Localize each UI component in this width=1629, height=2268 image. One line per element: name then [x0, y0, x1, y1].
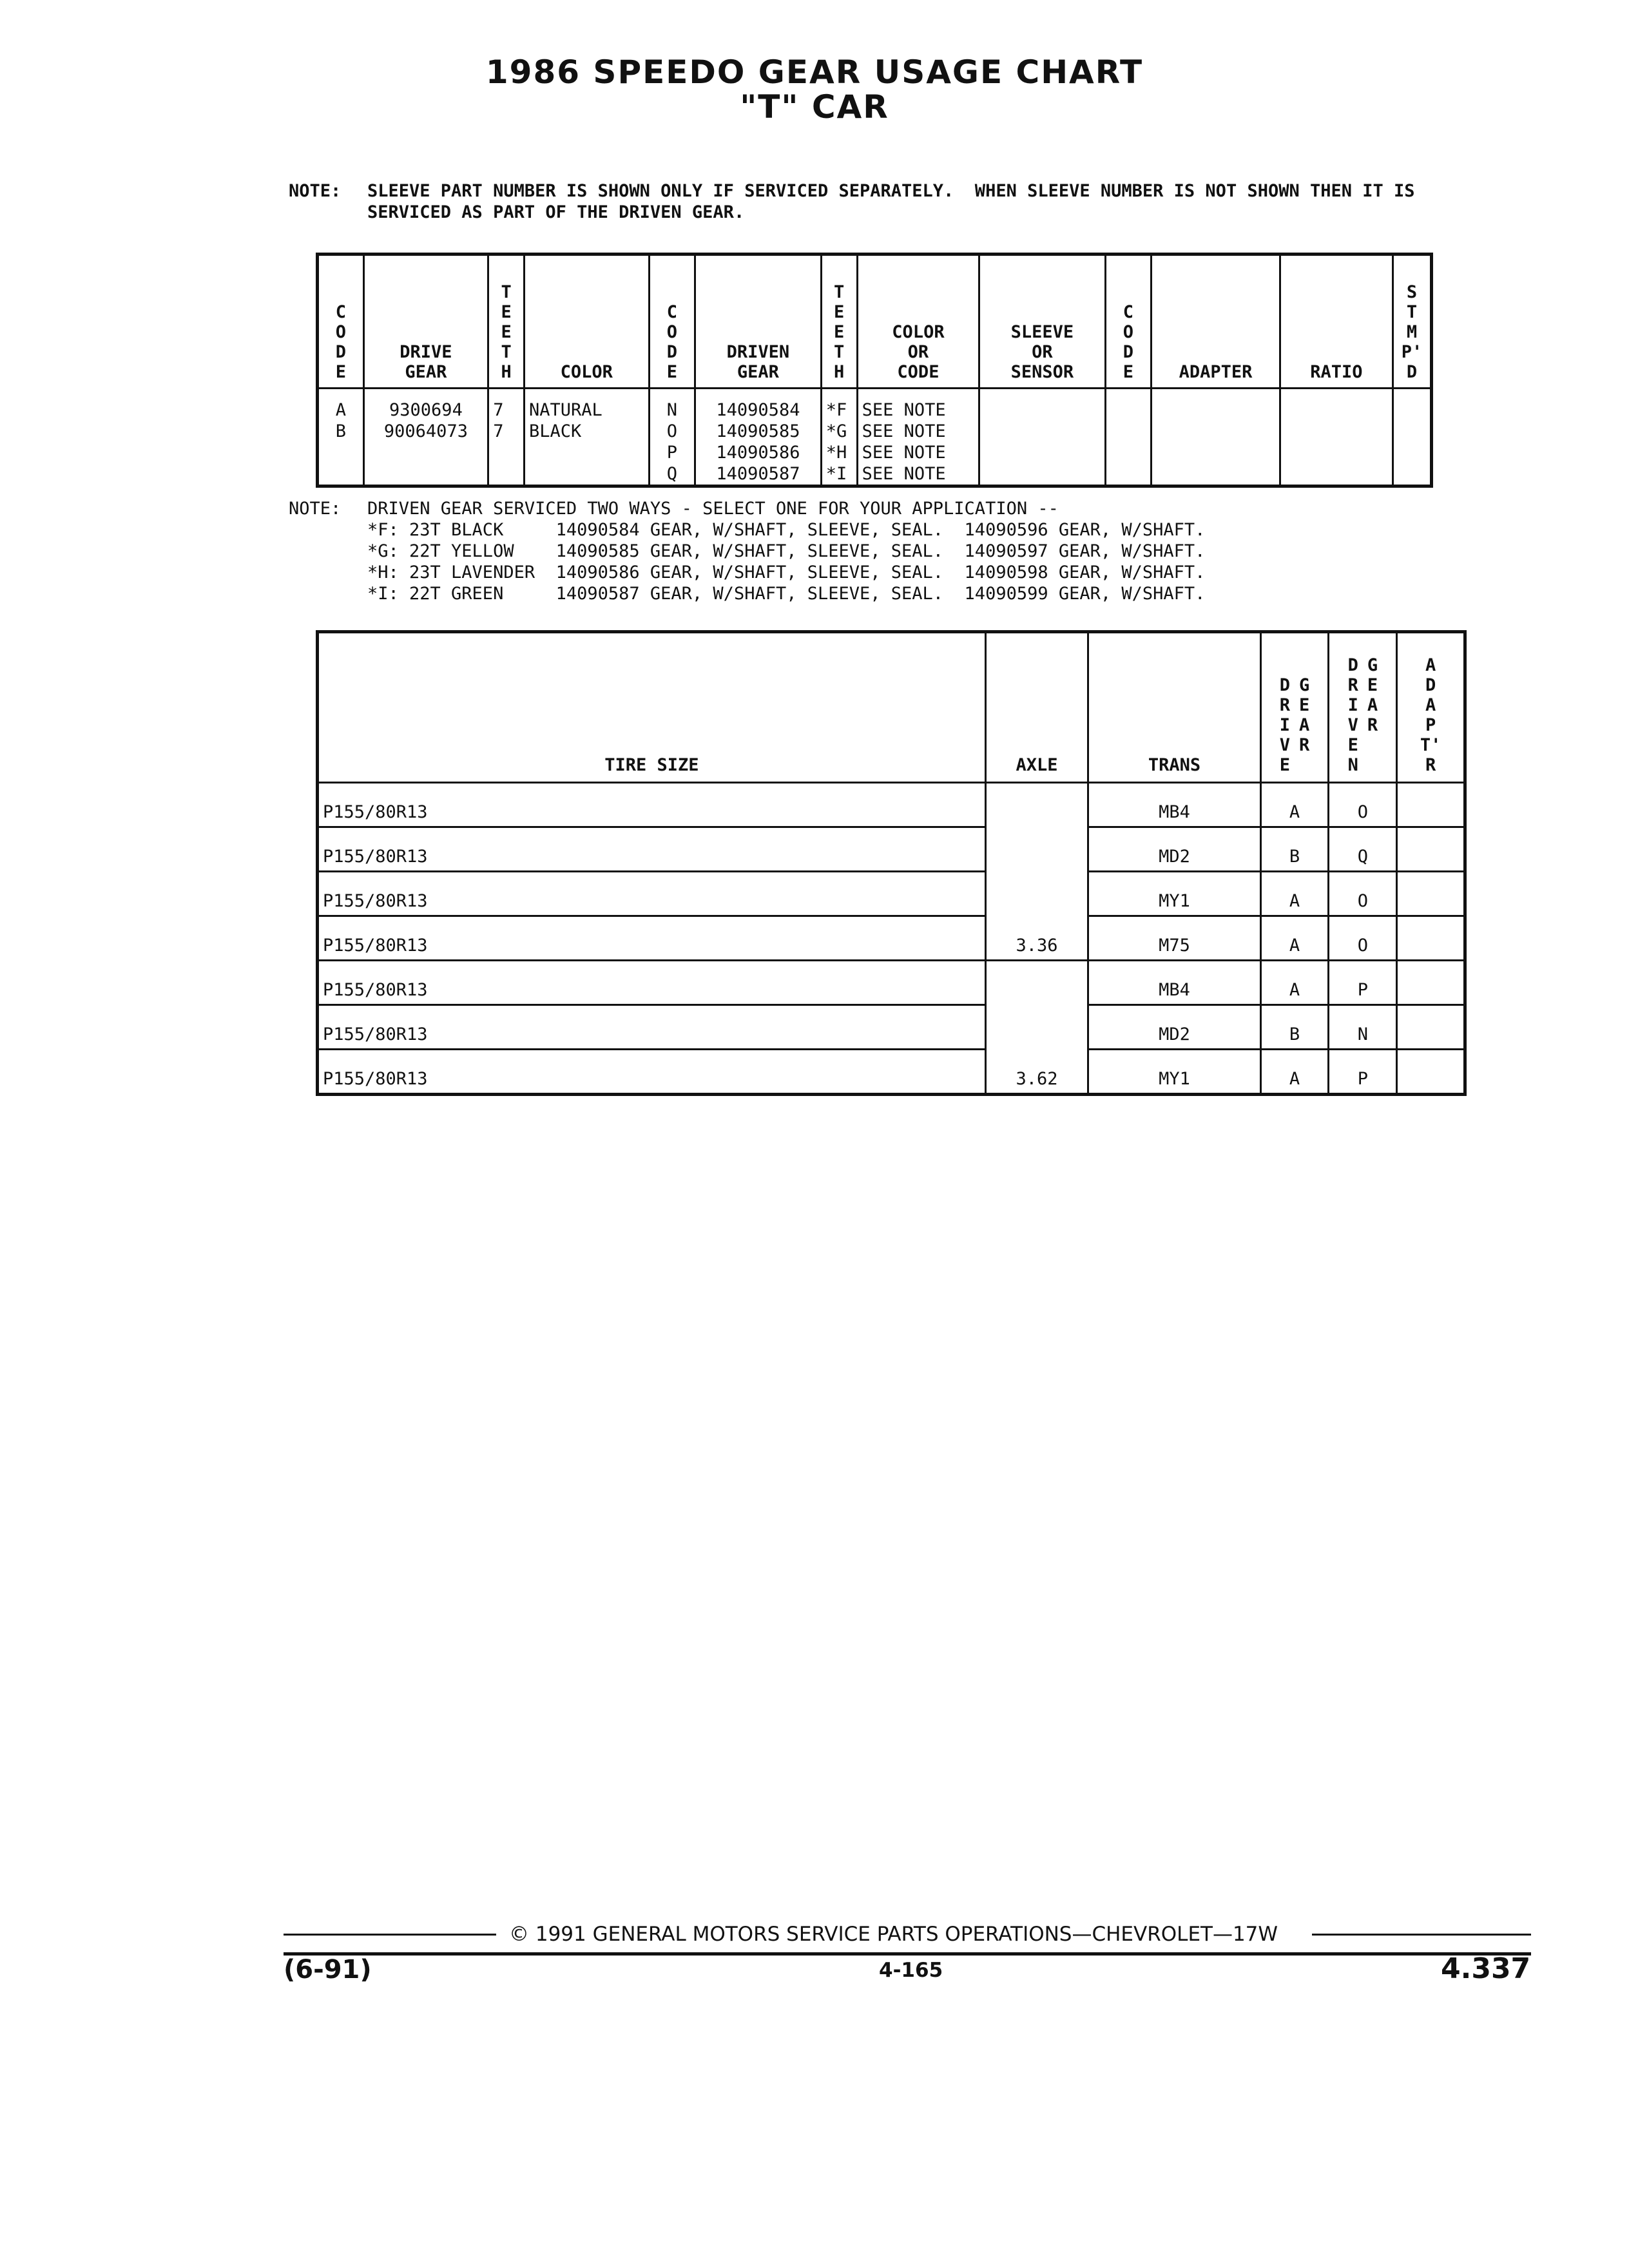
- cell-trans: MD2: [1088, 1005, 1260, 1050]
- header-letter: G: [1367, 655, 1378, 675]
- header-letter: H: [834, 362, 845, 382]
- cell-driven-gear: 14090584 14090585 14090586 14090587: [695, 389, 822, 486]
- header-letter: R: [1367, 715, 1378, 735]
- header-letter: V: [1347, 715, 1358, 735]
- header-letter: M: [1406, 322, 1418, 342]
- cell-tire-size: P155/80R13: [318, 827, 986, 872]
- cell-drive-gear-code: B: [1260, 1005, 1329, 1050]
- footer-rule-left: [284, 1934, 496, 1936]
- header-letter: E: [1347, 735, 1358, 755]
- header-letter: P': [1401, 342, 1423, 362]
- header-letter: A: [1367, 695, 1378, 715]
- header-drive-gear-code: [1260, 632, 1329, 783]
- header-letter: R: [1425, 755, 1436, 775]
- header-letter: P: [1425, 715, 1436, 735]
- cell-driven-gear-code: P: [1329, 961, 1397, 1005]
- cell-drive-gear-code: A: [1260, 916, 1329, 961]
- cell-drive-gear-code: B: [1260, 827, 1329, 872]
- page-title: 1986 SPEEDO GEAR USAGE CHART: [485, 53, 1144, 91]
- header-letter: G: [1299, 675, 1310, 695]
- header-letter: ADAPTER: [1179, 362, 1253, 382]
- cell-code-sleeve: [1105, 389, 1152, 486]
- cell-drive-gear-code: A: [1260, 783, 1329, 827]
- header-letter: E: [1299, 695, 1310, 715]
- cell-adaptr: [1397, 1050, 1465, 1095]
- cell-adaptr: [1397, 916, 1465, 961]
- header-letter: C: [1123, 302, 1134, 322]
- cell-tire-size: P155/80R13: [318, 916, 986, 961]
- header-letter: D: [1123, 342, 1134, 362]
- header-letter: H: [501, 362, 512, 382]
- speedo-gear-table: [316, 253, 1433, 488]
- cell-driven-gear-code: O: [1329, 783, 1397, 827]
- header-letter: D: [666, 342, 677, 362]
- header-letter: A: [1425, 695, 1436, 715]
- header-letter: A: [1299, 715, 1310, 735]
- header-color-or-code: [857, 255, 979, 389]
- footer-rule-bottom: [284, 1952, 1531, 1956]
- tire-table-row: [318, 916, 1465, 961]
- header-letter: OR: [1032, 342, 1053, 362]
- cell-axle: 3.62: [985, 1050, 1088, 1095]
- header-letter: E: [1367, 675, 1378, 695]
- note1-label: NOTE:: [289, 181, 342, 201]
- cell-teeth-drive: 7 7: [488, 389, 525, 486]
- header-code-sleeve: [1105, 255, 1152, 389]
- note1-line1: SLEEVE PART NUMBER IS SHOWN ONLY IF SERVICED SEPARATELY. WHEN SLEEVE NUMBER IS NOT SHOWN THEN IT IS: [367, 181, 1415, 201]
- header-color: [525, 255, 650, 389]
- header-letter: E: [501, 302, 512, 322]
- header-letter: D: [1279, 675, 1291, 695]
- header-letter: D: [1347, 655, 1358, 675]
- cell-code-drive: A B: [318, 389, 364, 486]
- footer-section-number: 4.337: [1441, 1952, 1531, 1985]
- note2-line: *I: 22T GREEN 14090587 GEAR, W/SHAFT, SLEEVE, SEAL. 14090599 GEAR, W/SHAFT.: [367, 584, 1206, 604]
- header-letter: GEAR: [737, 362, 779, 382]
- header-axle: AXLE: [985, 632, 1088, 783]
- header-letter: R: [1347, 675, 1358, 695]
- cell-driven-gear-code: Q: [1329, 827, 1397, 872]
- cell-ratio: [1280, 389, 1393, 486]
- cell-drive-gear: 9300694 90064073: [363, 389, 488, 486]
- cell-driven-gear-code: O: [1329, 872, 1397, 916]
- header-adaptr: [1397, 632, 1465, 783]
- header-ratio: [1280, 255, 1393, 389]
- cell-axle: [985, 872, 1088, 916]
- cell-driven-gear-code: O: [1329, 916, 1397, 961]
- cell-tire-size: P155/80R13: [318, 1050, 986, 1095]
- header-teeth-drive: [488, 255, 525, 389]
- header-letter: T: [834, 342, 845, 362]
- cell-trans: MD2: [1088, 827, 1260, 872]
- tire-table-row: [318, 872, 1465, 916]
- cell-drive-gear-code: A: [1260, 961, 1329, 1005]
- header-teeth-driven: [821, 255, 857, 389]
- cell-trans: MY1: [1088, 1050, 1260, 1095]
- cell-tire-size: P155/80R13: [318, 783, 986, 827]
- header-letter: E: [834, 322, 845, 342]
- header-letter: SENSOR: [1010, 362, 1074, 382]
- header-letter: D: [1425, 675, 1436, 695]
- header-letter: T: [1406, 302, 1418, 322]
- cell-tire-size: P155/80R13: [318, 961, 986, 1005]
- cell-adapter: [1152, 389, 1280, 486]
- header-letter: E: [501, 322, 512, 342]
- header-letter: OR: [907, 342, 929, 362]
- footer-copyright: © 1991 GENERAL MOTORS SERVICE PARTS OPERATIONS—CHEVROLET—17W: [509, 1923, 1278, 1946]
- cell-tire-size: P155/80R13: [318, 1005, 986, 1050]
- cell-axle: 3.36: [985, 916, 1088, 961]
- header-adapter: [1152, 255, 1280, 389]
- header-letter: E: [1123, 362, 1134, 382]
- header-letter: DRIVE: [400, 342, 452, 362]
- header-letter: DRIVEN: [726, 342, 790, 362]
- header-letter: O: [666, 322, 677, 342]
- header-letter: O: [1123, 322, 1134, 342]
- header-letter: I: [1279, 715, 1291, 735]
- header-letter: N: [1347, 755, 1358, 775]
- tire-table-row: [318, 783, 1465, 827]
- cell-adaptr: [1397, 783, 1465, 827]
- note2-line: DRIVEN GEAR SERVICED TWO WAYS - SELECT ONE FOR YOUR APPLICATION --: [367, 499, 1059, 519]
- note2-line: *H: 23T LAVENDER 14090586 GEAR, W/SHAFT, SLEEVE, SEAL. 14090598 GEAR, W/SHAFT.: [367, 562, 1206, 582]
- header-letter: COLOR: [560, 362, 613, 382]
- cell-adaptr: [1397, 872, 1465, 916]
- header-trans: TRANS: [1088, 632, 1260, 783]
- cell-trans: M75: [1088, 916, 1260, 961]
- header-letter: RATIO: [1310, 362, 1363, 382]
- header-letter: SLEEVE: [1010, 322, 1074, 342]
- footer-rule-right: [1312, 1934, 1531, 1936]
- cell-tire-size: P155/80R13: [318, 872, 986, 916]
- cell-driven-gear-code: N: [1329, 1005, 1397, 1050]
- header-letter: R: [1299, 735, 1310, 755]
- header-letter: S: [1406, 282, 1418, 302]
- cell-drive-gear-code: A: [1260, 872, 1329, 916]
- header-drive-gear: [363, 255, 488, 389]
- tire-table-header: [318, 632, 1465, 783]
- header-letter: O: [335, 322, 346, 342]
- cell-adaptr: [1397, 827, 1465, 872]
- cell-trans: MB4: [1088, 961, 1260, 1005]
- header-code-driven: [649, 255, 695, 389]
- gear-table-header: [318, 255, 1432, 389]
- header-letter: R: [1279, 695, 1291, 715]
- header-letter: E: [1279, 755, 1291, 775]
- cell-adaptr: [1397, 1005, 1465, 1050]
- header-stmpd: [1393, 255, 1432, 389]
- cell-driven-gear-code: P: [1329, 1050, 1397, 1095]
- cell-code-driven: N O P Q: [649, 389, 695, 486]
- header-letter: CODE: [897, 362, 940, 382]
- header-letter: A: [1425, 655, 1436, 675]
- header-driven-gear: [695, 255, 822, 389]
- header-tire-size: TIRE SIZE: [318, 632, 986, 783]
- header-letter: E: [335, 362, 346, 382]
- cell-axle: [985, 961, 1088, 1005]
- header-letter: COLOR: [892, 322, 945, 342]
- header-letter: T: [834, 282, 845, 302]
- footer-page-number: 4-165: [879, 1959, 943, 1982]
- cell-color-or-code: SEE NOTE SEE NOTE SEE NOTE SEE NOTE: [857, 389, 979, 486]
- cell-sleeve-or-sensor: [979, 389, 1105, 486]
- note2-label: NOTE:: [289, 499, 342, 519]
- tire-table-row: [318, 1005, 1465, 1050]
- header-letter: T: [501, 282, 512, 302]
- cell-axle: [985, 827, 1088, 872]
- header-code-drive: [318, 255, 364, 389]
- cell-stmpd: [1393, 389, 1432, 486]
- cell-axle: [985, 783, 1088, 827]
- header-letter: E: [834, 302, 845, 322]
- cell-drive-gear-code: A: [1260, 1050, 1329, 1095]
- cell-trans: MY1: [1088, 872, 1260, 916]
- header-letter: E: [666, 362, 677, 382]
- cell-teeth-driven: *F *G *H *I: [821, 389, 857, 486]
- header-letter: D: [335, 342, 346, 362]
- page-subtitle: "T" CAR: [740, 88, 889, 126]
- tire-table-row: [318, 961, 1465, 1005]
- header-letter: V: [1279, 735, 1291, 755]
- header-letter: D: [1406, 362, 1418, 382]
- cell-color: NATURAL BLACK: [525, 389, 650, 486]
- note1-line2: SERVICED AS PART OF THE DRIVEN GEAR.: [367, 202, 745, 222]
- tire-size-table: [316, 630, 1467, 1096]
- header-letter: GEAR: [405, 362, 447, 382]
- header-driven-gear-code: [1329, 632, 1397, 783]
- header-letter: C: [335, 302, 346, 322]
- header-letter: C: [666, 302, 677, 322]
- note2-line: *G: 22T YELLOW 14090585 GEAR, W/SHAFT, SLEEVE, SEAL. 14090597 GEAR, W/SHAFT.: [367, 541, 1206, 561]
- header-letter: T': [1420, 735, 1441, 755]
- footer-date-code: (6-91): [284, 1955, 372, 1984]
- note2-line: *F: 23T BLACK 14090584 GEAR, W/SHAFT, SLEEVE, SEAL. 14090596 GEAR, W/SHAFT.: [367, 520, 1206, 540]
- header-letter: I: [1347, 695, 1358, 715]
- tire-table-row: [318, 1050, 1465, 1095]
- cell-trans: MB4: [1088, 783, 1260, 827]
- header-letter: T: [501, 342, 512, 362]
- cell-adaptr: [1397, 961, 1465, 1005]
- tire-table-row: [318, 827, 1465, 872]
- cell-axle: [985, 1005, 1088, 1050]
- header-sleeve-or-sensor: [979, 255, 1105, 389]
- gear-table-row: [318, 389, 1432, 486]
